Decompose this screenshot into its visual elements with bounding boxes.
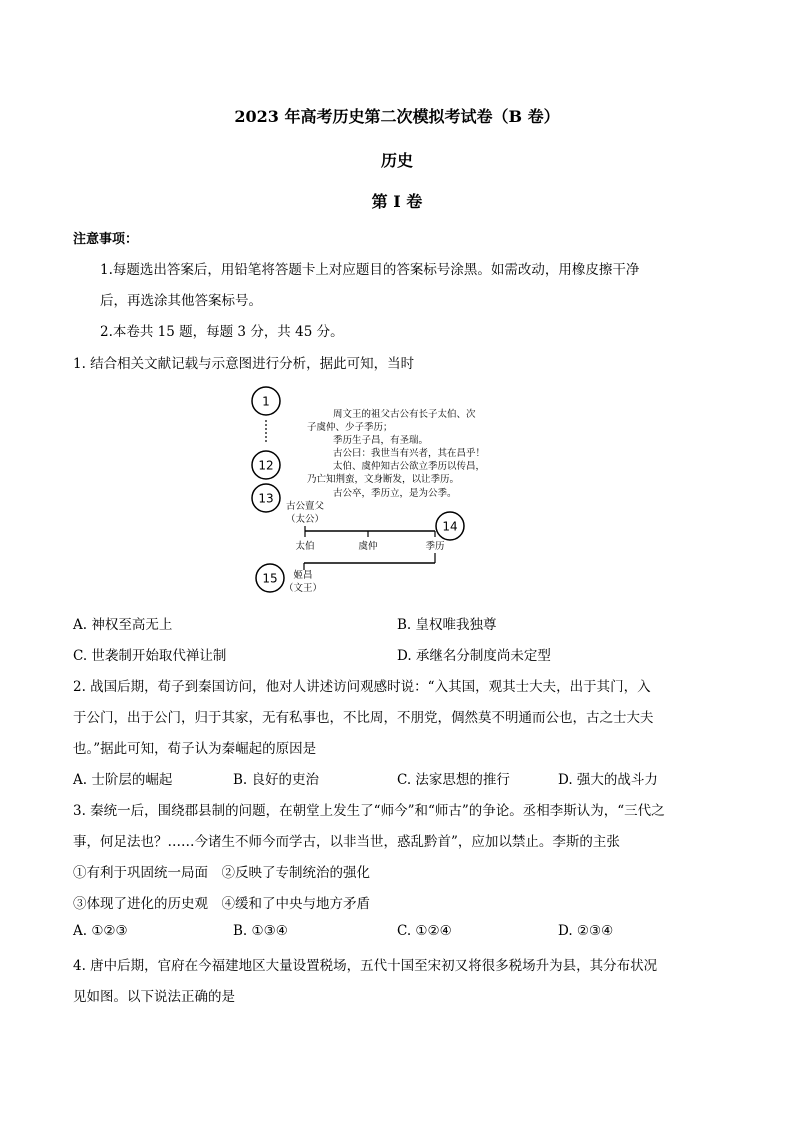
diagram-text-line: 太伯、虞仲知古公欲立季历以传昌，	[333, 461, 485, 472]
svg-text:13: 13	[258, 491, 274, 506]
diagram-text-line: 古公曰：我世当有兴者，其在昌乎！	[333, 448, 485, 459]
generation-marker-14	[436, 512, 464, 540]
son-taibo: 太伯	[295, 541, 315, 552]
q1-option-d[interactable]: D. 承继名分制度尚未定型	[397, 648, 551, 664]
q3-option-d[interactable]: D. ②③④	[558, 923, 614, 939]
grandson-name: 姬昌	[293, 570, 313, 581]
svg-text:1: 1	[262, 394, 270, 409]
diagram-text-line: 古公卒，季历立，是为公季。	[333, 488, 457, 499]
son-jili: 季历	[425, 541, 445, 552]
q3-stem-line-2: 事，何足法也？……今诸生不师今而学古，以非当世，惑乱黔首”，应加以禁止。李斯的主张	[73, 834, 620, 850]
q4-stem-line-1: 4. 唐中后期，官府在今福建地区大量设置税场，五代十国至宋初又将很多税场升为县，其分布状况	[73, 958, 658, 974]
q1-option-b[interactable]: B. 皇权唯我独尊	[397, 617, 497, 633]
q2-stem-line-3: 也。”据此可知，荀子认为秦崛起的原因是	[73, 741, 317, 757]
q1-option-c[interactable]: C. 世袭制开始取代禅让制	[73, 648, 227, 664]
note-item-1-line-1: 1.每题选出答案后，用铅笔将答题卡上对应题目的答案标号涂黑。如需改动，用橡皮擦干净	[100, 262, 640, 278]
generation-marker-12	[252, 451, 280, 479]
diagram-text-line: 子虞仲、少子季历；	[307, 422, 393, 433]
q1-option-a[interactable]: A. 神权至高无上	[73, 617, 173, 633]
genealogy-diagram	[245, 380, 485, 602]
q2-option-a[interactable]: A. 士阶层的崛起	[73, 772, 173, 788]
note-item-2: 2.本卷共 15 题，每题 3 分，共 45 分。	[100, 324, 344, 340]
svg-text:15: 15	[262, 571, 278, 586]
q2-option-c[interactable]: C. 法家思想的推行	[397, 772, 510, 788]
generation-marker-1	[252, 387, 280, 415]
subject-title: 历史	[380, 151, 413, 170]
q3-statements-2: ③体现了进化的历史观 ④缓和了中央与地方矛盾	[73, 896, 370, 912]
q3-statements-1: ①有利于巩固统一局面 ②反映了专制统治的强化	[73, 865, 370, 881]
grandson-alias: （文王）	[283, 583, 323, 594]
q3-option-a[interactable]: A. ①②③	[73, 923, 128, 939]
note-item-1-line-2: 后，再选涂其他答案标号。	[100, 293, 262, 309]
q2-option-b[interactable]: B. 良好的吏治	[233, 772, 320, 788]
diagram-text-line: 周文王的祖父古公有长子太伯、次	[333, 409, 476, 420]
q3-stem-line-1: 3. 秦统一后，围绕郡县制的问题，在朝堂上发生了“师今”和“师古”的争论。丞相李斯认为，“三代之	[73, 803, 665, 819]
diagram-text-block	[307, 408, 485, 499]
gugong-alias: （太公）	[285, 514, 325, 525]
q2-stem-line-2: 于公门，出于公门，归于其家，无有私事也，不比周，不朋党，倜然莫不明通而公也，古之士大夫	[73, 710, 654, 726]
q3-option-c[interactable]: C. ①②④	[397, 923, 452, 939]
diagram-text-line: 季历生子昌，有圣瑞。	[333, 435, 429, 446]
q1-stem: 1. 结合相关文献记载与示意图进行分析，据此可知，当时	[73, 356, 415, 372]
son-yuzhong: 虞仲	[358, 541, 378, 552]
section-title: 第 I 卷	[371, 192, 423, 211]
generation-marker-13	[252, 484, 280, 512]
generation-marker-15	[256, 564, 284, 592]
diagram-text-line: 乃亡知荆蛮，文身断发，以让季历。	[307, 474, 460, 485]
q4-stem-line-2: 见如图。以下说法正确的是	[73, 989, 235, 1005]
gugong-name: 古公亶父	[285, 501, 325, 512]
notes-heading: 注意事项：	[73, 232, 139, 247]
q3-option-b[interactable]: B. ①③④	[233, 923, 288, 939]
svg-text:14: 14	[442, 519, 458, 534]
exam-title: 2023 年高考历史第二次模拟考试卷（B 卷）	[234, 107, 560, 126]
q2-stem-line-1: 2. 战国后期，荀子到秦国访问，他对人讲述访问观感时说：“入其国，观其士大夫，出于其门，入	[73, 679, 651, 695]
q2-option-d[interactable]: D. 强大的战斗力	[558, 772, 658, 788]
svg-text:12: 12	[258, 458, 274, 473]
